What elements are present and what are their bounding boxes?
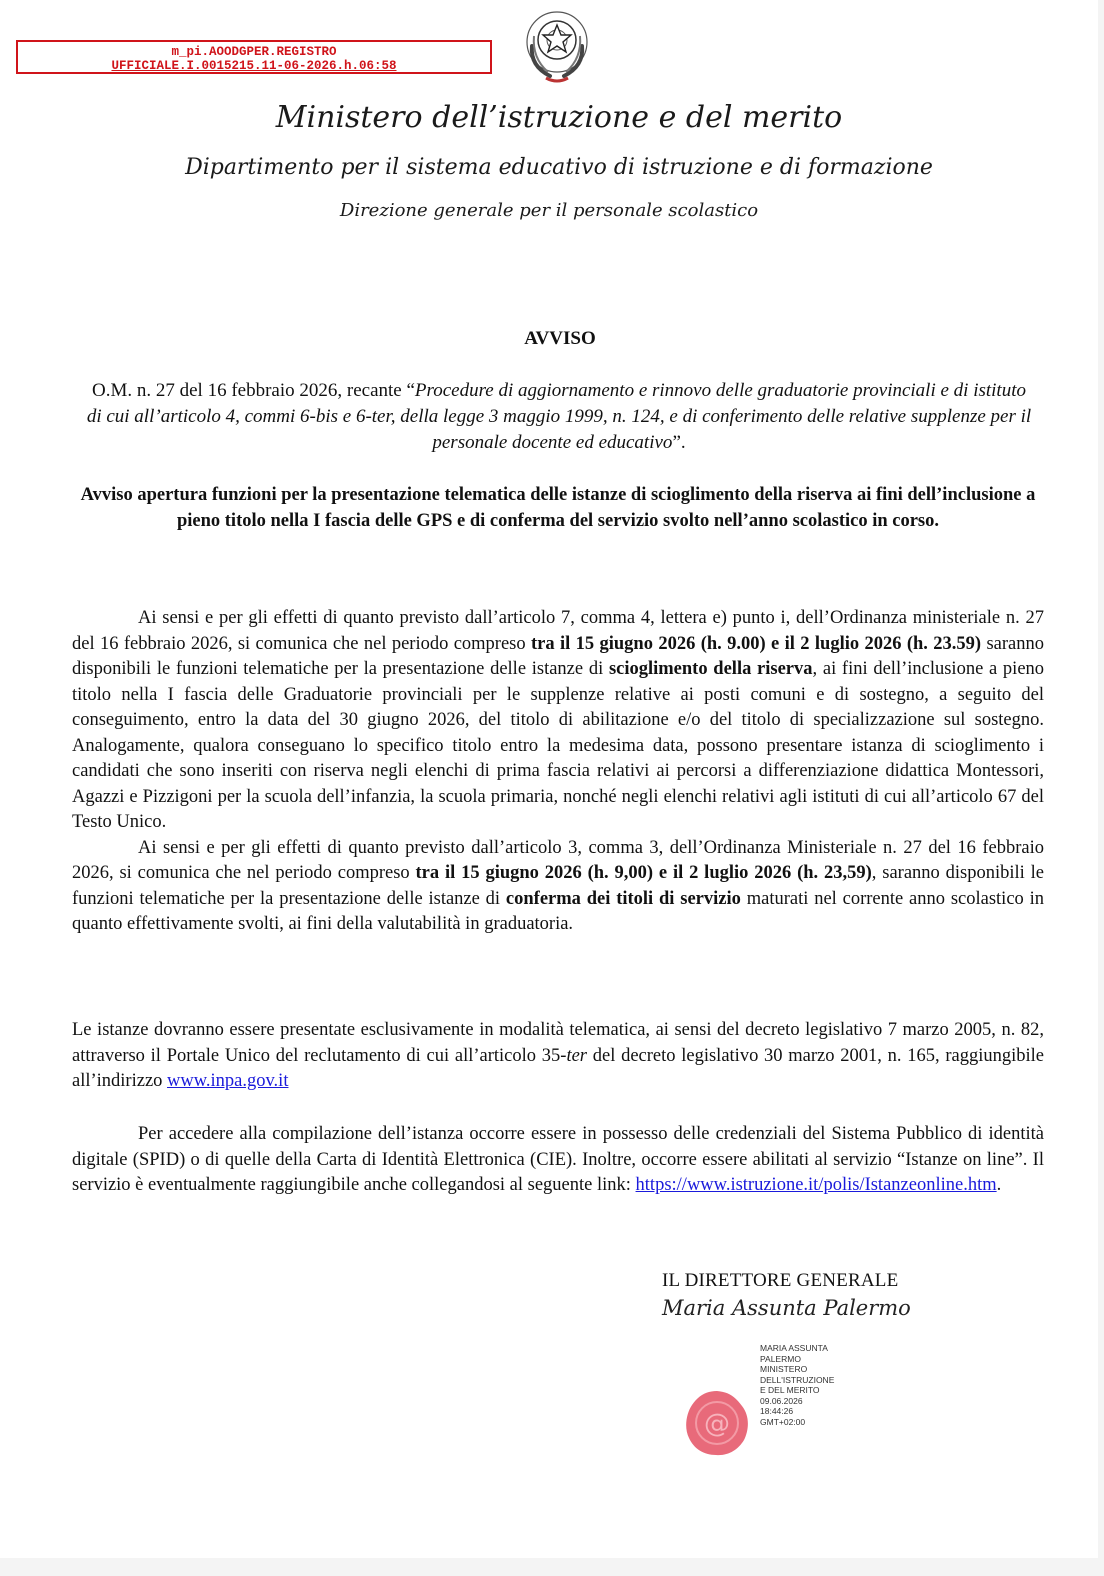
- inpa-link[interactable]: www.inpa.gov.it: [167, 1071, 289, 1091]
- om-suffix: ”.: [672, 432, 686, 453]
- department-name: Dipartimento per il sistema educativo di istruzione e di formazione: [185, 155, 933, 180]
- protocol-line-2: UFFICIALE.I.0015215.11-06-2026.h.06:58: [111, 59, 397, 73]
- p2-text-2: del decreto legislativo 30 marzo 2001, n. 165, raggiungibile all’indirizzo: [72, 1045, 1044, 1091]
- p1-text-2: saranno disponibili le funzioni telematiche per la presentazione delle istanze di: [72, 633, 1044, 679]
- ds-line: MINISTERO: [760, 1364, 808, 1374]
- p1b-bold-term: conferma dei titoli di servizio: [505, 888, 741, 909]
- ds-line: GMT+02:00: [760, 1416, 806, 1427]
- p1b-text-2: , saranno disponibili le funzioni telematiche per la presentazione delle istanze di: [72, 863, 1044, 909]
- signature-block: [662, 1270, 962, 1320]
- wax-seal-icon: [682, 1388, 752, 1458]
- ordinance-reference: [84, 378, 1034, 456]
- signer-title: IL DIRETTORE GENERALE: [662, 1270, 899, 1291]
- signer-name: Maria Assunta Palermo: [662, 1296, 911, 1320]
- istanze-online-link[interactable]: https://www.istruzione.it/polis/Istanzeonline.htm: [635, 1175, 997, 1195]
- subject-heading: Avviso apertura funzioni per la presentazione telematica delle istanze di scioglimento della riserva ai fini dell’inclusione a pieno titolo nella I fascia delle GPS e di conferma del servizio svolto nell’anno scolastico in corso.: [80, 485, 1036, 531]
- p1-dates: tra il 15 giugno 2026 (h. 9.00) e il 2 luglio 2026 (h. 23.59): [531, 633, 982, 654]
- directorate-name: Direzione generale per il personale scolastico: [339, 200, 759, 221]
- om-title: Procedure di aggiornamento e rinnovo delle graduatorie provinciali e di istituto di cui all’articolo 4, commi 6-bis e 6-ter, della legge 3 maggio 1999, n. 124, e di conferimento delle relative supplenze per il personale docente ed educativo: [86, 380, 1032, 453]
- body-section-3: [72, 1122, 1044, 1199]
- paragraph-modalita: [72, 1018, 1044, 1095]
- italian-emblem-icon: [520, 6, 594, 86]
- paragraph-conferma: [72, 836, 1044, 938]
- paragraph-accesso: [72, 1122, 1044, 1199]
- protocol-stamp: [16, 40, 492, 74]
- body-section-2: [72, 1018, 1044, 1095]
- p1-text-3: , ai fini dell’inclusione a pieno titolo nella I fascia delle Graduatorie provinciali per le supplenze relative ai posti comuni e di sostegno, a seguito del conseguimento, entro la data del 30 giugno 2026, del titolo di abilitazione e/o del titolo di specializzazione sul sostegno. Analogamente, qualora conseguano lo specifico titolo entro la medesima data, possono presentare istanza di scioglimento i candidati che sono inseriti con riserva negli elenchi di prima fascia relativi ai percorsi a differenziazione didattica Montessori, Agazzi e Pizzigoni per la scuola dell’infanzia, la scuola primaria, nonché negli elenchi relativi agli istituti di cui all’articolo 67 del Testo Unico.: [72, 659, 1045, 832]
- p1b-dates: tra il 15 giugno 2026 (h. 9,00) e il 2 luglio 2026 (h. 23,59): [415, 863, 872, 883]
- p1-bold-term: scioglimento della riserva: [608, 659, 813, 679]
- digital-signature-info: [760, 1343, 834, 1427]
- p1-text-1: Ai sensi e per gli effetti di quanto previsto dall’articolo 7, comma 4, lettera e) punto i, dell’Ordinanza ministeriale n. 27 del 16 febbraio 2026, si comunica che nel periodo compreso: [72, 608, 1044, 654]
- ds-line: E DEL MERITO: [760, 1385, 820, 1395]
- ds-line: PALERMO: [760, 1353, 801, 1364]
- p2-italic: ter: [566, 1045, 587, 1066]
- ds-line: 09.06.2026: [760, 1395, 803, 1406]
- svg-text:@: @: [704, 1409, 730, 1439]
- document-title: AVVISO: [524, 328, 596, 349]
- paragraph-scioglimento: [72, 606, 1044, 836]
- ds-line: DELL'ISTRUZIONE: [760, 1374, 835, 1385]
- ds-line: 18:44:26: [760, 1406, 794, 1416]
- p3-text-1: Per accedere alla compilazione dell’istanza occorre essere in possesso delle credenziali del Sistema Pubblico di identità digitale (SPID) o di quelle della Carta di Identità Elettronica (CIE). Inoltre, occorre essere abilitati al servizio “Istanze on line”. Il servizio è eventualmente raggiungibile anche collegandosi al seguente link:: [72, 1124, 1044, 1195]
- ds-line: MARIA ASSUNTA: [760, 1343, 828, 1353]
- om-prefix: O.M. n. 27 del 16 febbraio 2026, recante “: [92, 380, 415, 401]
- p2-text-1: Le istanze dovranno essere presentate esclusivamente in modalità telematica, ai sensi del decreto legislativo 7 marzo 2005, n. 82, attraverso il Portale Unico del reclutamento di cui all’articolo 35-: [72, 1020, 1044, 1066]
- p1b-text-1: Ai sensi e per gli effetti di quanto previsto dall’articolo 3, comma 3, dell’Ordinanza Ministeriale n. 27 del 16 febbraio 2026, si comunica che nel periodo compreso: [72, 837, 1044, 883]
- p3-text-2: .: [996, 1175, 1002, 1195]
- ministry-name: Ministero dell’istruzione e del merito: [275, 100, 843, 135]
- body-section-1: [72, 606, 1044, 938]
- protocol-line-1: m_pi.AOODGPER.REGISTRO: [171, 45, 337, 59]
- p1b-text-3: maturati nel corrente anno scolastico in quanto effettivamente svolti, ai fini della valutabilità in graduatoria.: [72, 888, 1044, 934]
